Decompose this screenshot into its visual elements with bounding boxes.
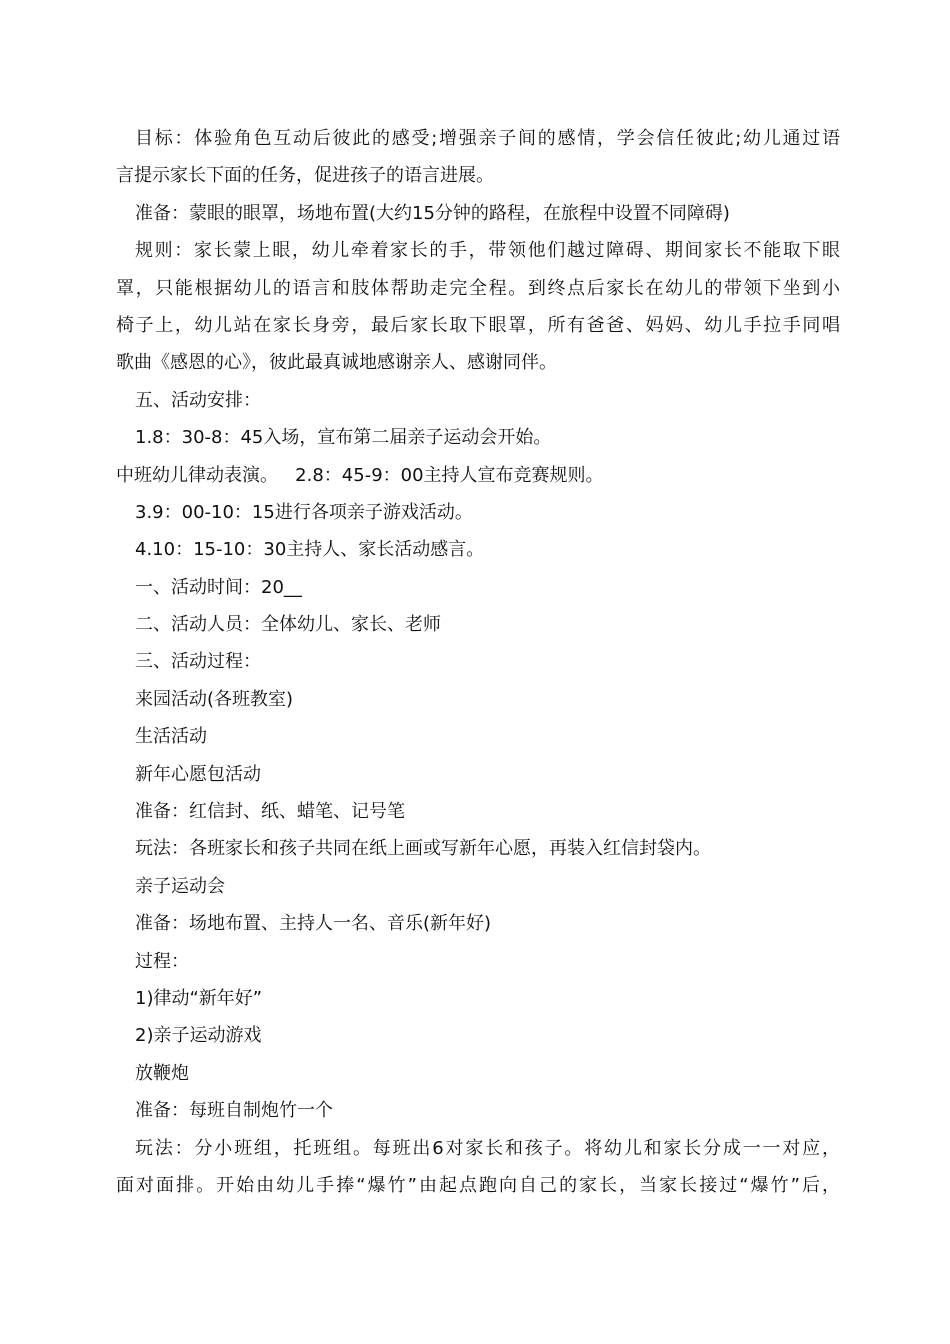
section-heading: 一、活动时间：20__ [135,576,302,598]
text-line: 目标：体验角色互动后彼此的感受;增强亲子间的感情，学会信任彼此;幼儿通过语 [135,128,840,149]
section-heading: 五、活动安排： [135,389,261,411]
text-line: 椅子上，幼儿站在家长身旁，最后家长取下眼罩，所有爸爸、妈妈、幼儿手拉手同唱 [116,314,840,336]
text-line: 来园活动(各班教室) [135,688,294,710]
text-line: 4.10：15-10：30主持人、家长活动感言。 [135,539,485,561]
section-heading: 二、活动人员：全体幼儿、家长、老师 [135,614,441,636]
text-line: 言提示家长下面的任务，促进孩子的语言进展。 [116,165,494,187]
text-line: 亲子运动会 [135,875,225,897]
section-heading: 三、活动过程： [135,651,261,673]
text-line: 准备：红信封、纸、蜡笔、记号笔 [135,801,405,823]
text-line: 1.8：30-8：45入场，宣布第二届亲子运动会开始。 [135,427,552,449]
text-line: 中班幼儿律动表演。 2.8：45-9：00主持人宣布竞赛规则。 [116,464,604,486]
text-line: 玩法：各班家长和孩子共同在纸上画或写新年心愿，再装入红信封袋内。 [135,838,711,860]
text-line: 玩法：分小班组，托班组。每班出6对家长和孩子。将幼儿和家长分成一一对应， [135,1137,840,1159]
text-line: 过程： [135,950,189,972]
text-line: 生活活动 [135,726,207,748]
text-line: 规则：家长蒙上眼，幼儿牵着家长的手，带领他们越过障碍、期间家长不能取下眼 [135,240,840,262]
text-line: 准备：场地布置、主持人一名、音乐(新年好) [135,913,492,935]
text-line: 罩，只能根据幼儿的语言和肢体帮助走完全程。到终点后家长在幼儿的带领下坐到小 [116,277,840,299]
text-line: 准备：每班自制炮竹一个 [135,1100,333,1122]
text-line: 歌曲《感恩的心》，彼此最真诚地感谢亲人、感谢同伴。 [116,352,557,374]
document-body [116,120,840,1204]
text-line: 1)律动“新年好” [135,987,263,1009]
text-line: 3.9：00-10：15进行各项亲子游戏活动。 [135,501,473,523]
text-line: 新年心愿包活动 [135,763,261,785]
text-line: 放鞭炮 [135,1062,189,1084]
text-line: 准备：蒙眼的眼罩，场地布置(大约15分钟的路程，在旅程中设置不同障碍) [135,202,730,224]
text-line: 2)亲子运动游戏 [135,1025,262,1047]
text-line: 面对面排。开始由幼儿手捧“爆竹”由起点跑向自己的家长，当家长接过“爆竹”后， [116,1174,840,1196]
